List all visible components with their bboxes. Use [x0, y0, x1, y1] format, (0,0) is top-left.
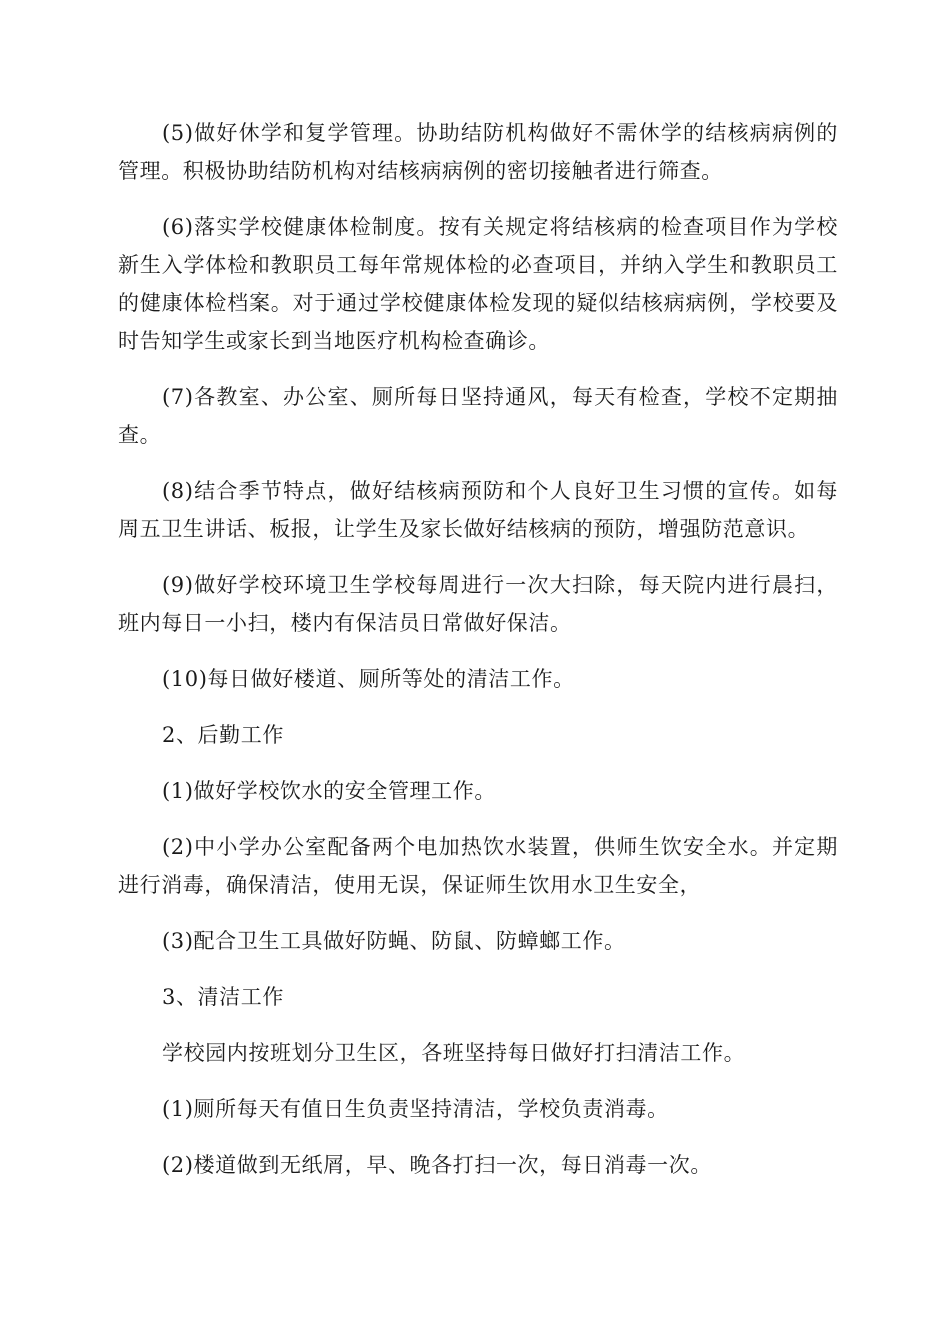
paragraph-cleaning-1: (1)厕所每天有值日生负责坚持清洁，学校负责消毒。: [162, 1097, 669, 1121]
paragraph-cleaning-2: (2)楼道做到无纸屑，早、晚各打扫一次，每日消毒一次。: [162, 1153, 712, 1177]
paragraph-logistics-1: (1)做好学校饮水的安全管理工作。: [162, 779, 496, 803]
paragraph-item-9: (9)做好学校环境卫生学校每周进行一次大扫除，每天院内进行晨扫，班内每日一小扫，楼内有保洁员日常做好保洁。: [118, 573, 838, 635]
paragraph-cleaning-intro: 学校园内按班划分卫生区，各班坚持每日做好打扫清洁工作。: [162, 1041, 746, 1065]
section-heading-logistics: 2、后勤工作: [162, 723, 284, 747]
paragraph-item-10: (10)每日做好楼道、厕所等处的清洁工作。: [162, 667, 575, 691]
document-body: [118, 114, 838, 1202]
section-heading-cleaning: 3、清洁工作: [162, 985, 284, 1009]
paragraph-item-5: (5)做好休学和复学管理。协助结防机构做好不需休学的结核病病例的管理。积极协助结防机构对结核病病例的密切接触者进行筛查。: [118, 121, 838, 183]
paragraph-logistics-2: (2)中小学办公室配备两个电加热饮水装置，供师生饮安全水。并定期进行消毒，确保清洁，使用无误，保证师生饮用水卫生安全，: [118, 835, 838, 897]
paragraph-item-8: (8)结合季节特点，做好结核病预防和个人良好卫生习惯的宣传。如每周五卫生讲话、板报，让学生及家长做好结核病的预防，增强防范意识。: [118, 479, 838, 541]
paragraph-item-6: (6)落实学校健康体检制度。按有关规定将结核病的检查项目作为学校新生入学体检和教职员工每年常规体检的必查项目，并纳入学生和教职员工的健康体检档案。对于通过学校健康体检发现的疑似结核病病例，学校要及时告知学生或家长到当地医疗机构检查确诊。: [118, 215, 838, 353]
paragraph-logistics-3: (3)配合卫生工具做好防蝇、防鼠、防蟑螂工作。: [162, 929, 626, 953]
paragraph-item-7: (7)各教室、办公室、厕所每日坚持通风，每天有检查，学校不定期抽查。: [118, 385, 838, 447]
